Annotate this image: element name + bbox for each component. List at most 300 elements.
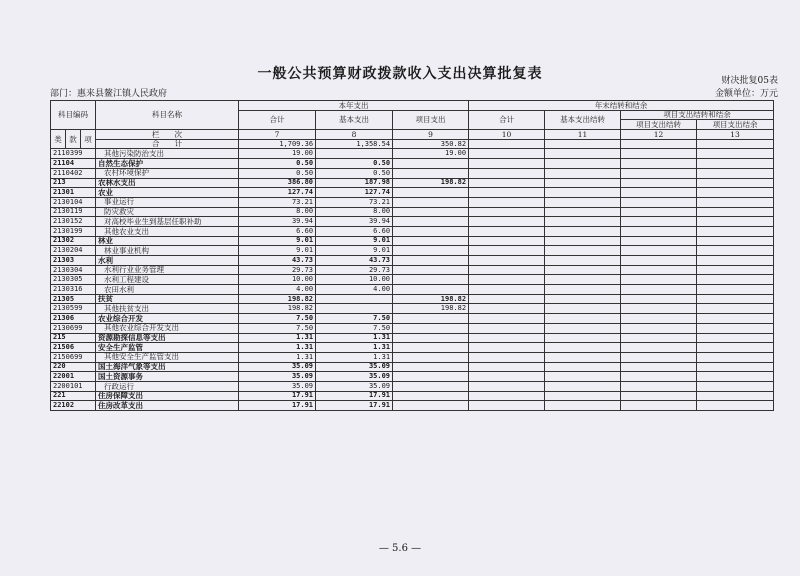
- row-basic: 73.21: [316, 197, 393, 207]
- row-name: 林业: [96, 236, 239, 246]
- form-id: 财决批复05表: [721, 76, 778, 86]
- row-basic: 1.31: [316, 343, 393, 353]
- row-name: 农林水支出: [96, 178, 239, 188]
- row-empty-cell: [697, 207, 774, 217]
- row-empty-cell: [545, 314, 621, 324]
- row-empty-cell: [621, 197, 697, 207]
- row-empty-cell: [697, 333, 774, 343]
- table-row: [51, 149, 774, 159]
- row-project: 198.82: [393, 304, 469, 314]
- row-total: 127.74: [239, 188, 316, 198]
- row-project: [393, 236, 469, 246]
- row-basic: 39.94: [316, 217, 393, 227]
- table-row: [51, 265, 774, 275]
- row-name: 农田水利: [96, 285, 239, 295]
- row-empty-cell: [469, 207, 545, 217]
- row-name: 其他安全生产监管支出: [96, 352, 239, 362]
- row-project: [393, 159, 469, 169]
- row-empty-cell: [621, 381, 697, 391]
- row-empty-cell: [621, 294, 697, 304]
- row-empty-cell: [621, 217, 697, 227]
- table-row: [51, 168, 774, 178]
- row-empty-cell: [469, 401, 545, 411]
- col-num-13: 13: [697, 130, 774, 140]
- row-project: [393, 372, 469, 382]
- row-empty-cell: [469, 304, 545, 314]
- header-total: 合计: [239, 110, 316, 129]
- row-empty-cell: [621, 372, 697, 382]
- table-row: [51, 294, 774, 304]
- row-basic: 1.31: [316, 352, 393, 362]
- row-empty-cell: [545, 275, 621, 285]
- header-subject-name: 科目名称: [96, 101, 239, 130]
- row-total: 198.82: [239, 304, 316, 314]
- row-empty-cell: [545, 226, 621, 236]
- table-row: [51, 304, 774, 314]
- row-basic: 35.09: [316, 381, 393, 391]
- row-empty-cell: [545, 401, 621, 411]
- total-c9: 350.82: [393, 139, 469, 149]
- header-xiang: 项: [81, 130, 96, 149]
- row-empty-cell: [469, 333, 545, 343]
- table-row: [51, 343, 774, 353]
- row-code: 221: [51, 391, 96, 401]
- row-empty-cell: [621, 236, 697, 246]
- row-empty-cell: [545, 333, 621, 343]
- row-total: 198.82: [239, 294, 316, 304]
- row-empty-cell: [697, 168, 774, 178]
- row-basic: 10.00: [316, 275, 393, 285]
- row-empty-cell: [469, 226, 545, 236]
- row-basic: [316, 304, 393, 314]
- row-empty-cell: [469, 236, 545, 246]
- row-project: [393, 343, 469, 353]
- row-total: 10.00: [239, 275, 316, 285]
- row-project: [393, 217, 469, 227]
- row-code: 22102: [51, 401, 96, 411]
- row-project: [393, 333, 469, 343]
- table-row: [51, 226, 774, 236]
- row-code: 220: [51, 362, 96, 372]
- row-name: 事业运行: [96, 197, 239, 207]
- row-empty-cell: [469, 275, 545, 285]
- row-project: [393, 381, 469, 391]
- row-empty-cell: [469, 343, 545, 353]
- row-empty-cell: [545, 285, 621, 295]
- row-empty-cell: [697, 226, 774, 236]
- row-code: 2130699: [51, 323, 96, 333]
- row-basic: 127.74: [316, 188, 393, 198]
- row-empty-cell: [697, 285, 774, 295]
- row-empty-cell: [621, 246, 697, 256]
- table-row: [51, 246, 774, 256]
- row-empty-cell: [545, 323, 621, 333]
- row-empty-cell: [469, 188, 545, 198]
- row-empty-cell: [697, 372, 774, 382]
- row-name: 防灾救灾: [96, 207, 239, 217]
- row-empty-cell: [545, 372, 621, 382]
- row-empty-cell: [545, 178, 621, 188]
- row-name: 行政运行: [96, 381, 239, 391]
- table-row: [51, 381, 774, 391]
- row-code: 21104: [51, 159, 96, 169]
- row-project: 19.00: [393, 149, 469, 159]
- row-empty-cell: [469, 381, 545, 391]
- row-code: 215: [51, 333, 96, 343]
- row-empty-cell: [697, 275, 774, 285]
- row-name: 国土资源事务: [96, 372, 239, 382]
- col-num-8: 8: [316, 130, 393, 140]
- row-code: 21302: [51, 236, 96, 246]
- row-empty-cell: [545, 236, 621, 246]
- row-total: 35.09: [239, 381, 316, 391]
- row-code: 21306: [51, 314, 96, 324]
- row-project: [393, 265, 469, 275]
- row-basic: 187.98: [316, 178, 393, 188]
- row-empty-cell: [621, 178, 697, 188]
- row-project: [393, 246, 469, 256]
- row-empty-cell: [697, 217, 774, 227]
- row-basic: 1.31: [316, 333, 393, 343]
- table-row: [51, 236, 774, 246]
- header-project: 项目支出: [393, 110, 469, 129]
- row-total: 8.00: [239, 207, 316, 217]
- row-empty-cell: [469, 178, 545, 188]
- row-empty-cell: [545, 304, 621, 314]
- row-empty-cell: [545, 246, 621, 256]
- table-row: [51, 285, 774, 295]
- row-name: 其他扶贫支出: [96, 304, 239, 314]
- row-empty-cell: [697, 323, 774, 333]
- total-label: 合 计: [96, 139, 239, 149]
- row-name: 资源勘探信息等支出: [96, 333, 239, 343]
- col-num-10: 10: [469, 130, 545, 140]
- row-name: 农业综合开发: [96, 314, 239, 324]
- table-row: [51, 275, 774, 285]
- row-empty-cell: [469, 391, 545, 401]
- table-row: [51, 178, 774, 188]
- row-code: 2130104: [51, 197, 96, 207]
- table-row: [51, 323, 774, 333]
- header-project-surplus: 项目支出结余: [697, 120, 774, 130]
- row-project: [393, 188, 469, 198]
- row-total: 17.91: [239, 401, 316, 411]
- row-name: 住房改革支出: [96, 401, 239, 411]
- row-empty-cell: [697, 188, 774, 198]
- row-code: 2130599: [51, 304, 96, 314]
- row-code: 21506: [51, 343, 96, 353]
- row-empty-cell: [621, 149, 697, 159]
- row-empty-cell: [697, 314, 774, 324]
- row-total: 39.94: [239, 217, 316, 227]
- row-basic: 17.91: [316, 401, 393, 411]
- row-project: [393, 323, 469, 333]
- header-lei: 类: [51, 130, 66, 149]
- row-empty-cell: [621, 188, 697, 198]
- row-basic: 17.91: [316, 391, 393, 401]
- row-empty-cell: [545, 188, 621, 198]
- row-name: 国土海洋气象等支出: [96, 362, 239, 372]
- row-empty-cell: [697, 159, 774, 169]
- row-project: [393, 226, 469, 236]
- row-empty-cell: [697, 256, 774, 266]
- row-empty-cell: [621, 265, 697, 275]
- col-num-7: 7: [239, 130, 316, 140]
- row-empty-cell: [469, 149, 545, 159]
- row-total: 29.73: [239, 265, 316, 275]
- row-empty-cell: [697, 265, 774, 275]
- row-empty-cell: [545, 207, 621, 217]
- row-total: 6.60: [239, 226, 316, 236]
- row-empty-cell: [697, 236, 774, 246]
- row-name: 对高校毕业生到基层任职补助: [96, 217, 239, 227]
- row-empty-cell: [621, 352, 697, 362]
- row-basic: 7.50: [316, 323, 393, 333]
- row-basic: 4.00: [316, 285, 393, 295]
- unit-label: 金额单位：万元: [714, 89, 778, 99]
- row-empty-cell: [621, 401, 697, 411]
- row-total: 386.80: [239, 178, 316, 188]
- row-empty-cell: [697, 401, 774, 411]
- row-empty-cell: [621, 333, 697, 343]
- row-empty-cell: [469, 159, 545, 169]
- row-project: 198.82: [393, 294, 469, 304]
- row-basic: 9.01: [316, 236, 393, 246]
- row-empty-cell: [469, 197, 545, 207]
- row-empty-cell: [545, 159, 621, 169]
- row-empty-cell: [697, 381, 774, 391]
- row-code: 2110399: [51, 149, 96, 159]
- row-project: [393, 352, 469, 362]
- header-project-carry: 项目支出结转和结余: [621, 110, 774, 120]
- row-name: 扶贫: [96, 294, 239, 304]
- row-total: 4.00: [239, 285, 316, 295]
- row-empty-cell: [545, 381, 621, 391]
- row-total: 17.91: [239, 391, 316, 401]
- row-empty-cell: [697, 149, 774, 159]
- row-project: [393, 256, 469, 266]
- row-empty-cell: [621, 323, 697, 333]
- row-name: 林业事业机构: [96, 246, 239, 256]
- row-basic: [316, 294, 393, 304]
- row-name: 自然生态保护: [96, 159, 239, 169]
- table-row: [51, 159, 774, 169]
- row-empty-cell: [545, 362, 621, 372]
- col-num-9: 9: [393, 130, 469, 140]
- row-code: 2110402: [51, 168, 96, 178]
- row-project: 198.82: [393, 178, 469, 188]
- row-empty-cell: [697, 197, 774, 207]
- row-empty-cell: [469, 372, 545, 382]
- row-empty-cell: [545, 168, 621, 178]
- row-total: 73.21: [239, 197, 316, 207]
- table-row: [51, 197, 774, 207]
- row-total: 43.73: [239, 256, 316, 266]
- row-empty-cell: [469, 323, 545, 333]
- row-empty-cell: [621, 391, 697, 401]
- row-basic: 35.09: [316, 362, 393, 372]
- row-empty-cell: [621, 168, 697, 178]
- department-label: 部门：惠来县鳌江镇人民政府: [50, 89, 168, 99]
- table-row: [51, 372, 774, 382]
- row-empty-cell: [621, 304, 697, 314]
- table-row: [51, 188, 774, 198]
- row-code: 21305: [51, 294, 96, 304]
- header-year-end: 年末结转和结余: [469, 101, 774, 111]
- row-code: 2130204: [51, 246, 96, 256]
- row-project: [393, 314, 469, 324]
- row-empty-cell: [697, 294, 774, 304]
- row-empty-cell: [621, 285, 697, 295]
- row-empty-cell: [545, 149, 621, 159]
- header-kuan: 款: [66, 130, 81, 149]
- row-code: 2130304: [51, 265, 96, 275]
- row-project: [393, 362, 469, 372]
- row-basic: 8.00: [316, 207, 393, 217]
- row-empty-cell: [469, 265, 545, 275]
- row-project: [393, 207, 469, 217]
- table-row: [51, 352, 774, 362]
- row-code: 22001: [51, 372, 96, 382]
- row-basic: 0.50: [316, 159, 393, 169]
- table-row: [51, 333, 774, 343]
- row-empty-cell: [621, 343, 697, 353]
- row-empty-cell: [697, 352, 774, 362]
- table-row: [51, 401, 774, 411]
- row-total: 1.31: [239, 333, 316, 343]
- row-code: 2130199: [51, 226, 96, 236]
- row-project: [393, 391, 469, 401]
- row-empty-cell: [469, 285, 545, 295]
- row-total: 35.09: [239, 362, 316, 372]
- row-total: 0.50: [239, 159, 316, 169]
- row-total: 9.01: [239, 246, 316, 256]
- row-project: [393, 197, 469, 207]
- row-empty-cell: [469, 294, 545, 304]
- row-project: [393, 285, 469, 295]
- row-name: 水利行业业务管理: [96, 265, 239, 275]
- row-code: 2130305: [51, 275, 96, 285]
- row-empty-cell: [469, 168, 545, 178]
- row-basic: 35.09: [316, 372, 393, 382]
- row-empty-cell: [469, 314, 545, 324]
- row-empty-cell: [697, 362, 774, 372]
- row-name: 其他污染防治支出: [96, 149, 239, 159]
- row-name: 农业: [96, 188, 239, 198]
- row-total: 0.50: [239, 168, 316, 178]
- row-basic: 29.73: [316, 265, 393, 275]
- col-num-11: 11: [545, 130, 621, 140]
- table-row: [51, 362, 774, 372]
- row-empty-cell: [621, 207, 697, 217]
- row-total: 1.31: [239, 343, 316, 353]
- row-empty-cell: [621, 314, 697, 324]
- row-empty-cell: [469, 362, 545, 372]
- row-total: 19.00: [239, 149, 316, 159]
- row-name: 其他农业综合开发支出: [96, 323, 239, 333]
- row-total: 7.50: [239, 314, 316, 324]
- col-num-12: 12: [621, 130, 697, 140]
- row-empty-cell: [469, 352, 545, 362]
- row-empty-cell: [545, 343, 621, 353]
- row-basic: [316, 149, 393, 159]
- row-empty-cell: [545, 256, 621, 266]
- header-current-year: 本年支出: [239, 101, 469, 111]
- row-basic: 0.50: [316, 168, 393, 178]
- row-basic: 43.73: [316, 256, 393, 266]
- row-empty-cell: [545, 294, 621, 304]
- table-row: [51, 391, 774, 401]
- row-empty-cell: [545, 265, 621, 275]
- row-empty-cell: [621, 159, 697, 169]
- header-basic: 基本支出: [316, 110, 393, 129]
- row-total: 7.50: [239, 323, 316, 333]
- row-code: 21301: [51, 188, 96, 198]
- total-c7: 1,709.36: [239, 139, 316, 149]
- row-empty-cell: [697, 343, 774, 353]
- row-code: 2130119: [51, 207, 96, 217]
- header-subject-code: 科目编码: [51, 101, 96, 130]
- row-empty-cell: [621, 226, 697, 236]
- approval-table: [50, 100, 774, 411]
- total-c8: 1,358.54: [316, 139, 393, 149]
- row-total: 1.31: [239, 352, 316, 362]
- row-project: [393, 401, 469, 411]
- row-total: 35.09: [239, 372, 316, 382]
- row-code: 21303: [51, 256, 96, 266]
- table-row: [51, 207, 774, 217]
- header-column-label: 栏 次: [96, 130, 239, 140]
- header-year-end-total: 合计: [469, 110, 545, 129]
- row-empty-cell: [621, 256, 697, 266]
- table-row: [51, 256, 774, 266]
- row-name: 安全生产监管: [96, 343, 239, 353]
- row-empty-cell: [545, 391, 621, 401]
- row-code: 2130316: [51, 285, 96, 295]
- header-basic-carry: 基本支出结转: [545, 110, 621, 129]
- row-basic: 7.50: [316, 314, 393, 324]
- row-empty-cell: [469, 246, 545, 256]
- page-title: 一般公共预算财政拨款收入支出决算批复表: [257, 66, 543, 82]
- row-empty-cell: [697, 391, 774, 401]
- row-name: 农村环境保护: [96, 168, 239, 178]
- row-empty-cell: [469, 256, 545, 266]
- row-empty-cell: [621, 275, 697, 285]
- row-empty-cell: [469, 217, 545, 227]
- row-empty-cell: [545, 197, 621, 207]
- header-project-carry-over: 项目支出结转: [621, 120, 697, 130]
- table-row: [51, 217, 774, 227]
- row-empty-cell: [545, 352, 621, 362]
- row-basic: 9.01: [316, 246, 393, 256]
- row-project: [393, 275, 469, 285]
- row-project: [393, 168, 469, 178]
- page-number: — 5.6 —: [378, 543, 422, 554]
- row-code: 2200101: [51, 381, 96, 391]
- row-total: 9.01: [239, 236, 316, 246]
- row-empty-cell: [697, 304, 774, 314]
- row-name: 住房保障支出: [96, 391, 239, 401]
- row-empty-cell: [621, 362, 697, 372]
- row-empty-cell: [697, 178, 774, 188]
- row-name: 水利: [96, 256, 239, 266]
- table-row: [51, 314, 774, 324]
- row-empty-cell: [697, 246, 774, 256]
- row-empty-cell: [545, 217, 621, 227]
- row-basic: 6.60: [316, 226, 393, 236]
- row-code: 213: [51, 178, 96, 188]
- row-code: 2150699: [51, 352, 96, 362]
